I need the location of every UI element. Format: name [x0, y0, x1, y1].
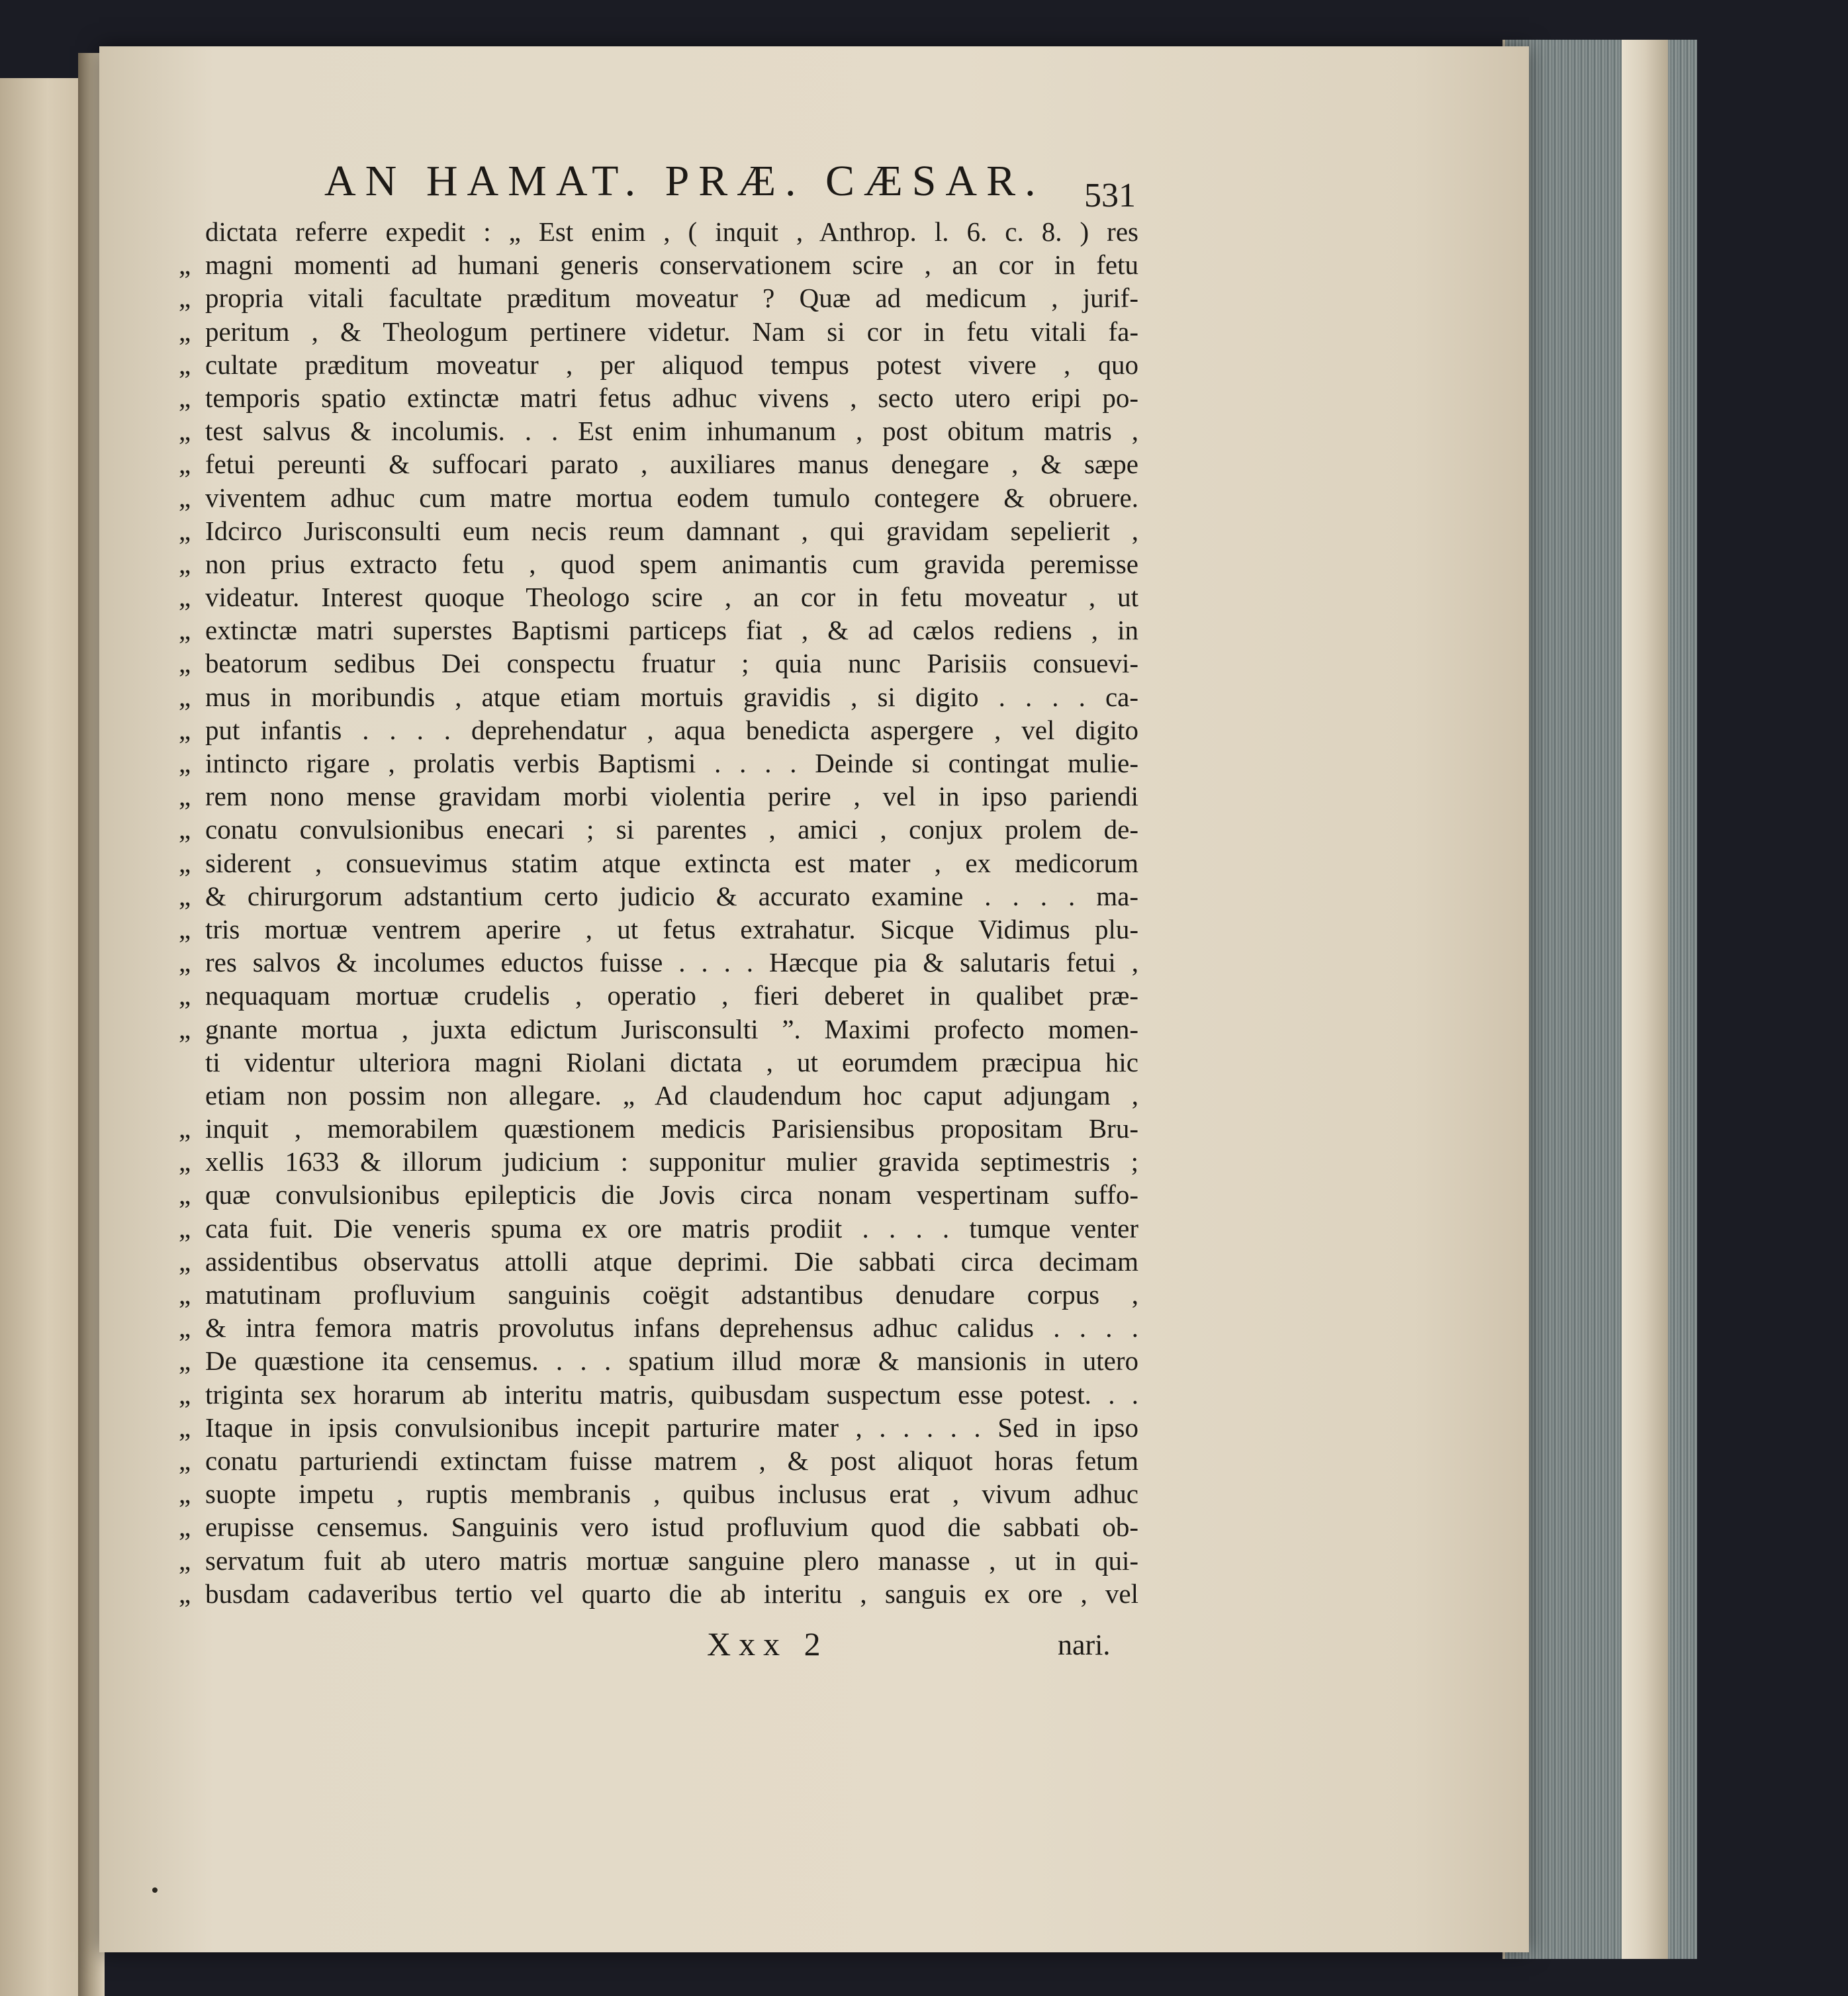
text-line: [179, 1178, 1138, 1211]
quote-mark: „: [179, 681, 191, 712]
quote-mark: „: [179, 1312, 191, 1343]
text-line: [179, 680, 1138, 713]
text-line: [179, 979, 1138, 1012]
quote-mark: „: [179, 316, 191, 347]
quote-mark: „: [179, 1179, 191, 1210]
quote-mark: [179, 215, 205, 248]
text-line: [179, 215, 1138, 248]
quote-mark: „: [179, 1212, 191, 1244]
running-head: AN HAMAT. PRÆ. CÆSAR.: [324, 157, 1045, 205]
line-text: tris mortuæ ventrem aperire , ut fetus extrahatur. Sicque Vidimus plu-: [205, 913, 1138, 944]
printer-signature: Xxx 2: [707, 1625, 829, 1662]
quote-mark: „: [179, 1013, 191, 1044]
quote-mark: „: [179, 548, 191, 579]
text-line: [179, 1477, 1138, 1510]
text-line: [179, 613, 1138, 647]
quote-mark: „: [179, 1279, 191, 1310]
line-text: Idcirco Jurisconsulti eum necis reum damnant , qui gravidam sepelierit ,: [205, 515, 1138, 546]
text-line: [179, 1112, 1138, 1145]
line-text: inquit , memorabilem quæstionem medicis Parisiensibus propositam Bru-: [205, 1113, 1138, 1144]
quote-mark: „: [179, 748, 191, 778]
text-line: [179, 1577, 1138, 1610]
text-line: [179, 813, 1138, 846]
quote-mark: „: [179, 615, 191, 646]
quote-mark: „: [179, 482, 191, 513]
quote-mark: [179, 1079, 205, 1112]
text-line: [179, 514, 1138, 547]
text-line: [179, 1013, 1138, 1046]
line-text: res salvos & incolumes eductos fuisse . . . . Hæcque pia & salutaris fetui ,: [205, 947, 1138, 978]
line-text: test salvus & incolumis. . . Est enim inhumanum , post obitum matris ,: [205, 416, 1138, 447]
quote-mark: „: [179, 1113, 191, 1144]
quote-mark: „: [179, 515, 191, 546]
quote-mark: „: [179, 1146, 191, 1177]
text-line: [179, 547, 1138, 580]
line-text: suopte impetu , ruptis membranis , quibus inclusus erat , vivum adhuc: [205, 1478, 1138, 1510]
text-line: [179, 381, 1138, 414]
line-text: temporis spatio extinctæ matri fetus adhuc vivens , secto utero eripi po-: [205, 382, 1138, 413]
quote-mark: „: [179, 1512, 191, 1543]
text-line: [179, 1311, 1138, 1344]
line-text: erupisse censemus. Sanguinis vero istud profluvium quod die sabbati ob-: [205, 1512, 1138, 1543]
line-text: matutinam profluvium sanguinis coëgit adstantibus denudare corpus ,: [205, 1279, 1138, 1310]
line-text: busdam cadaveribus tertio vel quarto die ab interitu , sanguis ex ore , vel: [205, 1578, 1138, 1609]
quote-mark: „: [179, 1345, 191, 1377]
text-line: [179, 481, 1138, 514]
text-line: [179, 248, 1138, 281]
quote-mark: „: [179, 648, 191, 679]
line-text: quæ convulsionibus epilepticis die Jovis circa nonam vespertinam suffo-: [205, 1179, 1138, 1210]
catchword: nari.: [1058, 1629, 1111, 1661]
line-text: cata fuit. Die veneris spuma ex ore matris prodiit . . . . tumque venter: [205, 1212, 1138, 1244]
line-text: extinctæ matri superstes Baptismi particeps fiat , & ad cælos rediens , in: [205, 615, 1138, 646]
text-line: [179, 1245, 1138, 1278]
left-page-edge: [0, 78, 81, 1996]
text-line: [179, 414, 1138, 447]
text-line: [179, 1411, 1138, 1444]
text-line: [179, 1145, 1138, 1178]
quote-mark: „: [179, 349, 191, 380]
line-text: put infantis . . . . deprehendatur , aqua benedicta aspergere , vel digito: [205, 714, 1138, 745]
quote-mark: „: [179, 1578, 191, 1609]
text-line: [179, 1510, 1138, 1543]
quote-mark: „: [179, 582, 191, 613]
text-line: [179, 780, 1138, 813]
line-text: assidentibus observatus attolli atque deprimi. Die sabbati circa decimam: [205, 1246, 1138, 1277]
line-text: etiam non possim non allegare. „ Ad claudendum hoc caput adjungam ,: [205, 1079, 1138, 1111]
text-line: [179, 348, 1138, 381]
line-text: beatorum sedibus Dei conspectu fruatur ; quia nunc Parisiis consuevi-: [205, 648, 1138, 679]
line-text: dictata referre expedit : „ Est enim , ( inquit , Anthrop. l. 6. c. 8. ) res: [205, 216, 1138, 247]
quote-mark: „: [179, 980, 191, 1011]
ink-spot: [152, 1887, 158, 1893]
text-line: [179, 747, 1138, 780]
line-text: cultate præditum moveatur , per aliquod tempus potest vivere , quo: [205, 349, 1138, 380]
quote-mark: „: [179, 283, 191, 314]
line-text: Itaque in ipsis convulsionibus incepit parturire mater , . . . . . Sed in ipso: [205, 1412, 1138, 1443]
text-line: [179, 281, 1138, 314]
page-number: 531: [1084, 177, 1136, 214]
line-text: propria vitali facultate præditum moveatur ? Quæ ad medicum , jurif-: [205, 283, 1138, 314]
line-text: triginta sex horarum ab interitu matris, quibusdam suspectum esse potest. . .: [205, 1379, 1138, 1410]
quote-mark: „: [179, 1412, 191, 1443]
body-text: [179, 215, 1138, 1610]
quote-mark: „: [179, 1445, 191, 1476]
line-text: xellis 1633 & illorum judicium : supponitur mulier gravida septimestris ;: [205, 1146, 1138, 1177]
text-line: [179, 1378, 1138, 1411]
text-line: [179, 1079, 1138, 1112]
text-line: [179, 946, 1138, 979]
text-line: [179, 1544, 1138, 1577]
line-text: & intra femora matris provolutus infans deprehensus adhuc calidus . . . .: [205, 1312, 1138, 1343]
line-text: De quæstione ita censemus. . . . spatium illud moræ & mansionis in utero: [205, 1345, 1138, 1377]
line-text: videatur. Interest quoque Theologo scire , an cor in fetu moveatur , ut: [205, 582, 1138, 613]
line-text: magni momenti ad humani generis conservationem scire , an cor in fetu: [205, 250, 1138, 281]
line-text: conatu parturiendi extinctam fuisse matrem , & post aliquot horas fetum: [205, 1445, 1138, 1476]
quote-mark: „: [179, 847, 191, 878]
line-text: & chirurgorum adstantium certo judicio & accurato examine . . . . ma-: [205, 880, 1138, 911]
book-cover-edge: [1622, 40, 1668, 1959]
quote-mark: „: [179, 714, 191, 745]
text-line: [179, 1046, 1138, 1079]
line-text: nequaquam mortuæ crudelis , operatio , fieri deberet in qualibet præ-: [205, 980, 1138, 1011]
line-text: viventem adhuc cum matre mortua eodem tumulo contegere & obruere.: [205, 482, 1138, 513]
text-line: [179, 647, 1138, 680]
quote-mark: [179, 1046, 205, 1079]
line-text: servatum fuit ab utero matris mortuæ sanguine plero manasse , ut in qui-: [205, 1545, 1138, 1576]
text-line: [179, 1444, 1138, 1477]
line-text: mus in moribundis , atque etiam mortuis gravidis , si digito . . . . ca-: [205, 681, 1138, 712]
quote-mark: „: [179, 449, 191, 480]
text-line: [179, 580, 1138, 613]
quote-mark: „: [179, 382, 191, 413]
line-text: gnante mortua , juxta edictum Jurisconsulti ”. Maximi profecto momen-: [205, 1013, 1138, 1044]
text-line: [179, 447, 1138, 480]
quote-mark: „: [179, 947, 191, 978]
quote-mark: „: [179, 1379, 191, 1410]
line-text: peritum , & Theologum pertinere videtur. Nam si cor in fetu vitali fa-: [205, 316, 1138, 347]
quote-mark: „: [179, 250, 191, 281]
text-line: [179, 1212, 1138, 1245]
line-text: intincto rigare , prolatis verbis Baptismi . . . . Deinde si contingat mulie-: [205, 748, 1138, 778]
quote-mark: „: [179, 814, 191, 845]
line-text: conatu convulsionibus enecari ; si parentes , amici , conjux prolem de-: [205, 814, 1138, 845]
quote-mark: „: [179, 913, 191, 944]
text-line: [179, 1278, 1138, 1311]
text-line: [179, 713, 1138, 747]
quote-mark: „: [179, 781, 191, 812]
quote-mark: „: [179, 1478, 191, 1510]
line-text: siderent , consuevimus statim atque extincta est mater , ex medicorum: [205, 847, 1138, 878]
text-line: [179, 1344, 1138, 1377]
line-text: ti videntur ulteriora magni Riolani dictata , ut eorumdem præcipua hic: [205, 1046, 1138, 1077]
line-text: rem nono mense gravidam morbi violentia perire , vel in ipso pariendi: [205, 781, 1138, 812]
text-line: [179, 315, 1138, 348]
text-line: [179, 880, 1138, 913]
text-line: [179, 913, 1138, 946]
line-text: fetui pereunti & suffocari parato , auxiliares manus denegare , & sæpe: [205, 449, 1138, 480]
quote-mark: „: [179, 1246, 191, 1277]
quote-mark: „: [179, 880, 191, 911]
text-line: [179, 846, 1138, 880]
line-text: non prius extracto fetu , quod spem animantis cum gravida peremisse: [205, 548, 1138, 579]
quote-mark: „: [179, 416, 191, 447]
quote-mark: „: [179, 1545, 191, 1576]
